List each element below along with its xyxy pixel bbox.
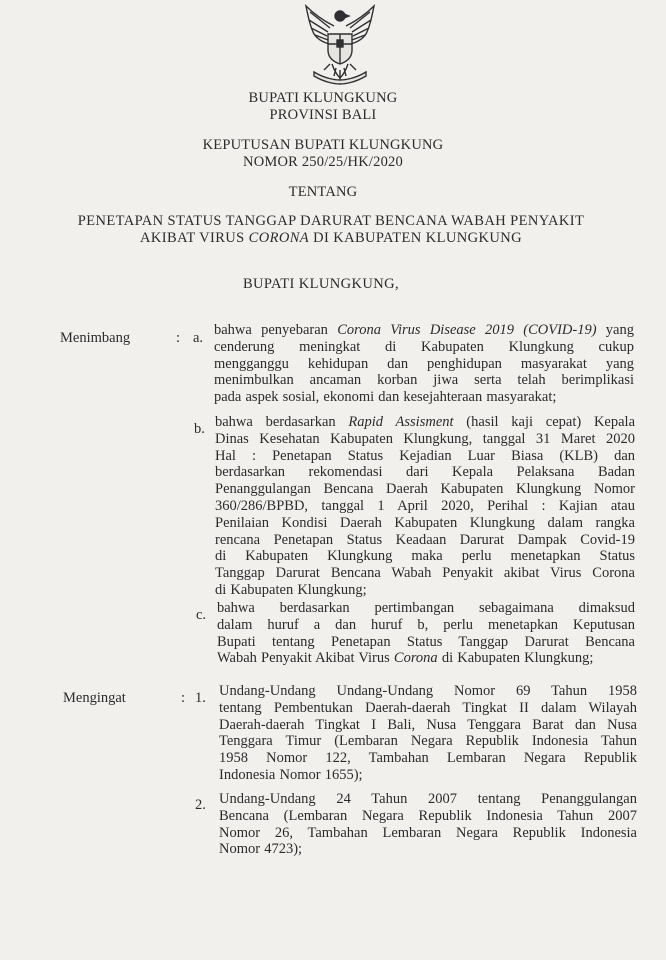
item-marker-c: c. [196, 607, 207, 623]
province-name: PROVINSI BALI [269, 107, 377, 123]
garuda-emblem-icon [300, 4, 380, 86]
item-marker-b: b. [194, 421, 205, 437]
about-heading: TENTANG [288, 184, 358, 200]
office-name: BUPATI KLUNGKUNG [248, 90, 398, 106]
mengingat-colon: : [181, 690, 186, 706]
header-decree [0, 137, 656, 171]
menimbang-label: Menimbang [60, 330, 131, 346]
decree-title: KEPUTUSAN BUPATI KLUNGKUNG [202, 137, 444, 153]
decree-number: NOMOR 250/25/HK/2020 [243, 154, 403, 170]
legal-basis-1: Undang-Undang Undang-Undang Nomor 69 Tahun 1958 tentang Pembentukan Daerah-daerah Tingkat II dalam Wilayah Daerah-daerah Tingkat I Bali, Nusa Tenggara Barat dan Nusa Tenggara Timur (Lembaran Negara Republik Indonesia Tahun 1958 Nomor 122, Tambahan Lembaran Negara Republik Indonesia Nomor 1655); [219, 683, 637, 783]
subject-line-2: AKIBAT VIRUS CORONA DI KABUPATEN KLUNGKUNG [140, 230, 522, 246]
header-office [0, 90, 656, 124]
item-marker-2: 2. [195, 797, 206, 813]
subject-line-1: PENETAPAN STATUS TANGGAP DARURAT BENCANA WABAH PENYAKIT [77, 213, 585, 229]
consideration-b: bahwa berdasarkan Rapid Assisment (hasil kaji cepat) Kepala Dinas Kesehatan Kabupaten Klungkung, tanggal 31 Maret 2020 Hal : Penetapan Status Kejadian Luar Biasa (KLB) dan berdasarkan rekomendasi dari Kepala Pelaksana Badan Penanggulangan Bencana Daerah Kabupaten Klungkung Nomor 360/286/BPBD, tanggal 1 April 2020, Perihal : Kajian atau Penilaian Kondisi Daerah Kabupaten Klungkung dalam rangka rencana Penetapan Status Keadaan Darurat Dampak Covid-19 di Kabupaten Klungkung maka perlu menetapkan Status Tanggap Darurat Bencana Wabah Penyakit akibat Virus Corona di Kabupaten Klungkung; [215, 414, 636, 598]
mengingat-label: Mengingat [63, 690, 126, 706]
legal-basis-2: Undang-Undang 24 Tahun 2007 tentang Penanggulangan Bencana (Lembaran Negara Republik Indonesia Tahun 2007 Nomor 26, Tambahan Lembaran Negara Republik Indonesia Nomor 4723); [219, 791, 637, 858]
item-marker-a: a. [193, 330, 204, 346]
menimbang-colon: : [176, 330, 181, 346]
item-marker-1: 1. [195, 690, 206, 706]
decree-subject [0, 213, 664, 247]
issuer-heading: BUPATI KLUNGKUNG, [242, 276, 400, 292]
consideration-a: bahwa penyebaran Corona Virus Disease 2019 (COVID-19) yang cenderung meningkat di Kabupaten Klungkung cukup mengganggu kehidupan dan penghidupan masyarakat yang menimbulkan ancaman korban jiwa serta telah berimplikasi pada aspek sosial, ekonomi dan kesejahteraan masyarakat; [214, 322, 634, 406]
consideration-c: bahwa berdasarkan pertimbangan sebagaimana dimaksud dalam huruf a dan huruf b, perlu menetapkan Keputusan Bupati tentang Penetapan Status Tanggap Darurat Bencana Wabah Penyakit Akibat Virus Corona di Kabupaten Klungkung; [217, 600, 635, 667]
